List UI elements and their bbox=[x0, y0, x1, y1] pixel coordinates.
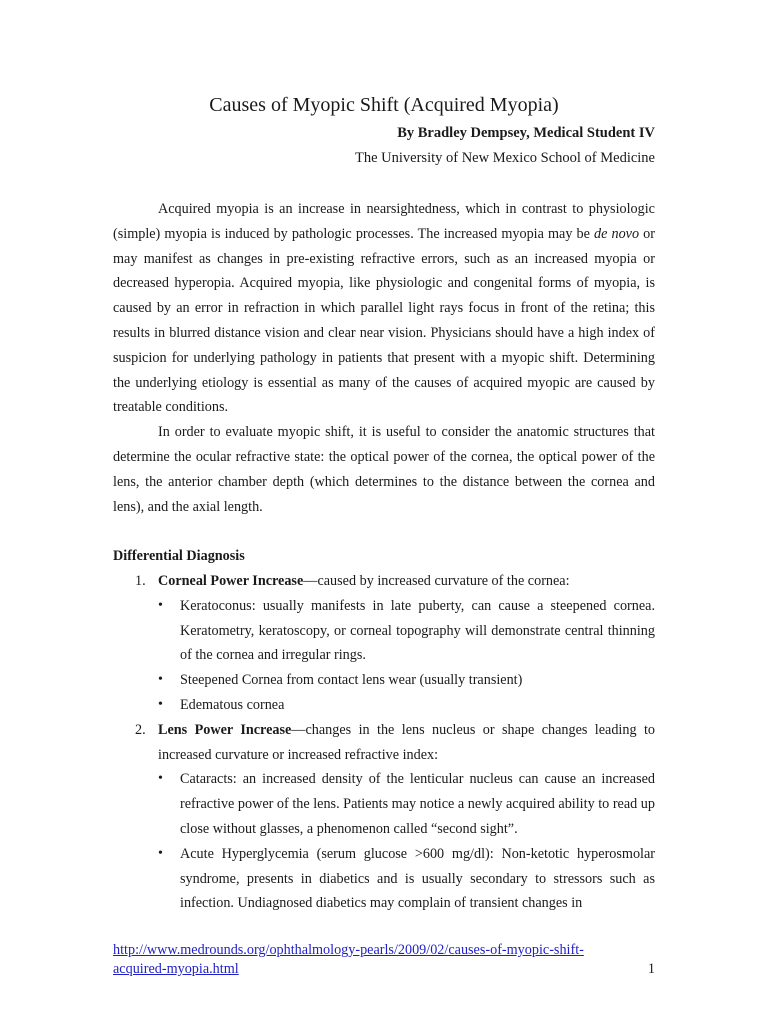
bullet-text: Edematous cornea bbox=[180, 696, 285, 713]
list-number: 2. bbox=[135, 721, 146, 738]
bullet-text: Keratoconus: usually manifests in late puberty, can cause a steepened cornea. Keratometry, keratoscopy, or corneal topography will demonstrate central thinning of the cornea and irregular rings. bbox=[180, 597, 655, 664]
affiliation-line: The University of New Mexico School of Medicine bbox=[355, 150, 655, 166]
list-item-description: caused by increased curvature of the cornea: bbox=[317, 572, 570, 589]
bullet-item bbox=[158, 668, 655, 693]
section-heading: Differential Diagnosis bbox=[113, 548, 245, 565]
list-item-title: Lens Power Increase bbox=[158, 721, 292, 738]
source-link-line2: acquired-myopia.html bbox=[113, 961, 239, 977]
bullet-text: Steepened Cornea from contact lens wear (usually transient) bbox=[180, 672, 523, 689]
list-item-separator: — bbox=[303, 572, 318, 589]
bullet-list bbox=[158, 767, 655, 916]
document-title: Causes of Myopic Shift (Acquired Myopia) bbox=[209, 94, 559, 116]
bullet-icon: • bbox=[158, 597, 163, 613]
bullet-icon: • bbox=[158, 672, 163, 688]
bullet-icon: • bbox=[158, 771, 163, 787]
differential-list bbox=[113, 569, 655, 916]
document-body bbox=[113, 197, 655, 916]
page-footer bbox=[113, 941, 655, 979]
bullet-text: Acute Hyperglycemia (serum glucose >600 mg/dl): Non-ketotic hyperosmolar syndrome, presents in diabetics and is usually secondary to stressors such as infection. Undiagnosed diabetics may complain of transient changes in bbox=[180, 845, 655, 912]
list-item-separator: — bbox=[291, 721, 306, 738]
source-link-line1: http://www.medrounds.org/ophthalmology-pearls/2009/02/causes-of-myopic-shift- bbox=[113, 942, 584, 958]
bullet-list bbox=[158, 594, 655, 718]
evaluation-paragraph: In order to evaluate myopic shift, it is useful to consider the anatomic structures that determine the ocular refractive state: the optical power of the cornea, the optical power of the lens, the anterior chamber depth (which determines to the distance between the cornea and lens), and the axial length. bbox=[113, 424, 655, 515]
list-item-title: Corneal Power Increase bbox=[158, 572, 304, 589]
list-number: 1. bbox=[135, 572, 146, 589]
intro-paragraph bbox=[113, 197, 655, 420]
bullet-item bbox=[158, 767, 655, 841]
page-number: 1 bbox=[647, 961, 655, 977]
bullet-icon: • bbox=[158, 696, 163, 712]
list-item bbox=[113, 718, 655, 916]
author-line: By Bradley Dempsey, Medical Student IV bbox=[397, 125, 655, 141]
bullet-item bbox=[158, 693, 655, 718]
bullet-icon: • bbox=[158, 845, 163, 861]
list-item-description: changes in the lens nucleus or shape changes leading to increased curvature or increased refractive index: bbox=[158, 721, 655, 763]
list-item bbox=[113, 569, 655, 718]
intro-text-part2: or may manifest as changes in pre-existing refractive errors, such as an increased myopia or decreased hyperopia. Acquired myopia, like physiologic and congenital forms of myopia, is caused by an error in refraction in which parallel light rays focus in front of the retina; this results in blurred distance vision and clear near vision. Physicians should have a high index of suspicion for underlying pathology in patients that present with a myopic shift. Determining the underlying etiology is essential as many of the causes of acquired myopic are caused by treatable conditions. bbox=[113, 225, 655, 416]
bullet-item bbox=[158, 594, 655, 668]
source-link[interactable] bbox=[113, 942, 584, 977]
bullet-item bbox=[158, 842, 655, 916]
bullet-text: Cataracts: an increased density of the lenticular nucleus can cause an increased refractive power of the lens. Patients may notice a newly acquired ability to read up close without glasses, a phenomenon called “second sight”. bbox=[180, 771, 655, 837]
intro-text-part1: Acquired myopia is an increase in nearsightedness, which in contrast to physiologic (simple) myopia is induced by pathologic processes. The increased myopia may be bbox=[113, 201, 655, 242]
intro-emphasis: de novo bbox=[594, 225, 640, 242]
